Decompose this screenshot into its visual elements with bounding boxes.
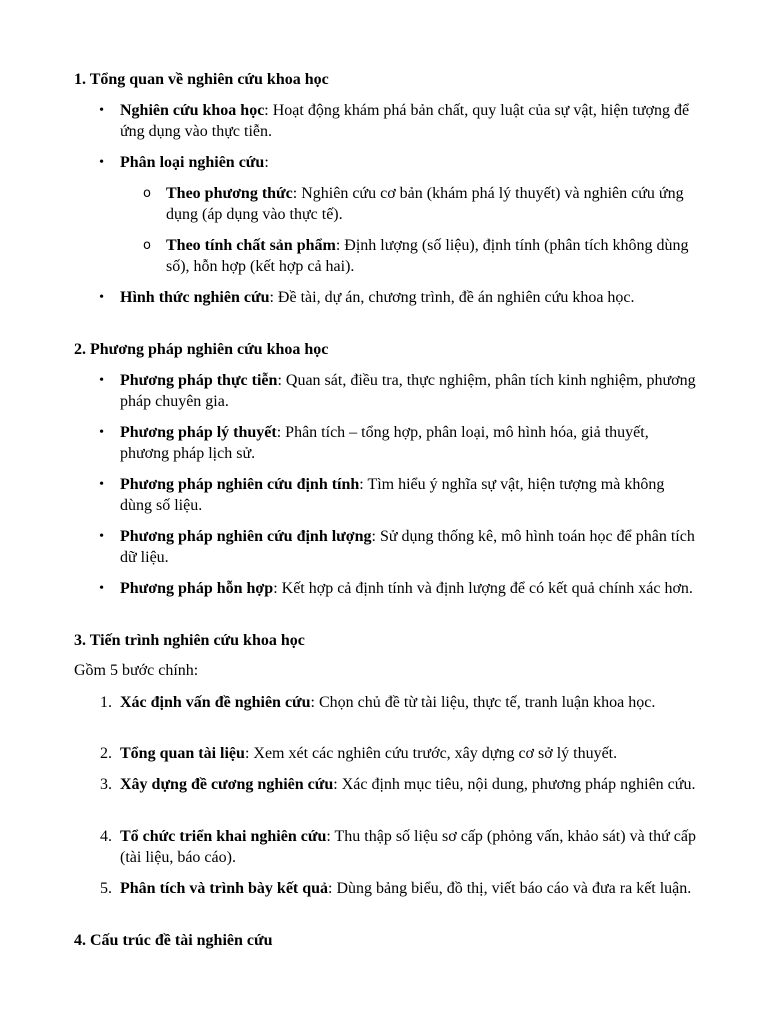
circle-bullet-icon: o <box>143 238 151 253</box>
numbered-item <box>100 692 700 713</box>
numbered-item <box>100 878 700 899</box>
item-number: 2. <box>100 745 112 762</box>
item-term: Tổ chức triển khai nghiên cứu <box>120 828 327 845</box>
item-desc: : Quan sát, điều tra, thực nghiệm, phân tích kinh nghiệm, phương pháp chuyên gia. <box>120 372 696 410</box>
item-number: 3. <box>100 776 112 793</box>
list-item <box>99 152 700 173</box>
item-number: 1. <box>100 694 112 711</box>
section-intro: Gồm 5 bước chính: <box>74 662 199 679</box>
item-desc: : Sử dụng thống kê, mô hình toán học để phân tích dữ liệu. <box>120 528 695 566</box>
item-term: Phương pháp thực tiễn <box>120 372 278 389</box>
item-term: Theo tính chất sản phẩm <box>166 237 336 254</box>
list-item <box>99 474 700 516</box>
item-term: Hình thức nghiên cứu <box>120 289 270 306</box>
item-term: Nghiên cứu khoa học <box>120 102 265 119</box>
sub-list-item <box>143 235 696 277</box>
item-desc: : Dùng bảng biểu, đồ thị, viết báo cáo và đưa ra kết luận. <box>328 880 692 897</box>
list-item <box>99 526 700 568</box>
item-desc: : Xác định mục tiêu, nội dung, phương pháp nghiên cứu. <box>333 776 696 793</box>
item-term: Phương pháp hỗn hợp <box>120 580 274 597</box>
item-desc: : Nghiên cứu cơ bản (khám phá lý thuyết) và nghiên cứu ứng dụng (áp dụng vào thực tế). <box>166 185 684 223</box>
bullet-icon: • <box>99 290 104 305</box>
section-heading-4: 4. Cấu trúc đề tài nghiên cứu <box>74 932 273 949</box>
bullet-icon: • <box>99 425 104 440</box>
bullet-icon: • <box>99 103 104 118</box>
item-desc: : Hoạt động khám phá bản chất, quy luật của sự vật, hiện tượng để ứng dụng vào thực tiễn. <box>120 102 690 140</box>
bullet-icon: • <box>99 529 104 544</box>
item-term: Phương pháp nghiên cứu định lượng <box>120 528 372 545</box>
bullet-icon: • <box>99 155 104 170</box>
bullet-icon: • <box>99 373 104 388</box>
numbered-item <box>100 743 700 764</box>
section-heading-1: 1. Tổng quan về nghiên cứu khoa học <box>74 71 329 88</box>
bullet-icon: • <box>99 477 104 492</box>
sub-list-item <box>143 183 696 225</box>
list-item <box>99 100 700 142</box>
item-desc: : Xem xét các nghiên cứu trước, xây dựng cơ sở lý thuyết. <box>244 745 618 762</box>
numbered-item <box>100 774 700 795</box>
list-item <box>99 287 700 308</box>
item-desc: : Phân tích – tổng hợp, phân loại, mô hình hóa, giả thuyết, phương pháp lịch sử. <box>120 424 649 462</box>
item-term: Phương pháp nghiên cứu định tính <box>120 476 360 493</box>
circle-bullet-icon: o <box>143 186 151 201</box>
list-item <box>99 370 700 412</box>
item-desc: : Đề tài, dự án, chương trình, đề án nghiên cứu khoa học. <box>269 289 635 306</box>
item-term: Phương pháp lý thuyết <box>120 424 277 441</box>
item-desc: : Tìm hiểu ý nghĩa sự vật, hiện tượng mà không dùng số liệu. <box>120 476 665 514</box>
list-item <box>99 422 700 464</box>
bullet-icon: • <box>99 581 104 596</box>
list-item <box>99 578 700 599</box>
item-term: Xác định vấn đề nghiên cứu <box>120 694 311 711</box>
item-term: Phân tích và trình bày kết quả <box>120 880 329 897</box>
item-term: Xây dựng đề cương nghiên cứu <box>120 776 334 793</box>
item-desc: : Định lượng (số liệu), định tính (phân tích không dùng số), hỗn hợp (kết hợp cả hai). <box>166 237 689 275</box>
numbered-item <box>100 826 700 868</box>
item-term: Tổng quan tài liệu <box>120 745 245 762</box>
item-desc: : <box>264 154 269 171</box>
item-desc: : Thu thập số liệu sơ cấp (phỏng vấn, khảo sát) và thứ cấp (tài liệu, báo cáo). <box>120 828 696 866</box>
item-desc: : Chọn chủ đề từ tài liệu, thực tế, tranh luận khoa học. <box>310 694 656 711</box>
section-heading-2: 2. Phương pháp nghiên cứu khoa học <box>74 341 329 358</box>
item-term: Phân loại nghiên cứu <box>120 154 265 171</box>
item-term: Theo phương thức <box>166 185 293 202</box>
item-desc: : Kết hợp cả định tính và định lượng để có kết quả chính xác hơn. <box>273 580 693 597</box>
section-heading-3: 3. Tiến trình nghiên cứu khoa học <box>74 632 305 649</box>
item-number: 4. <box>100 828 112 845</box>
item-number: 5. <box>100 880 112 897</box>
